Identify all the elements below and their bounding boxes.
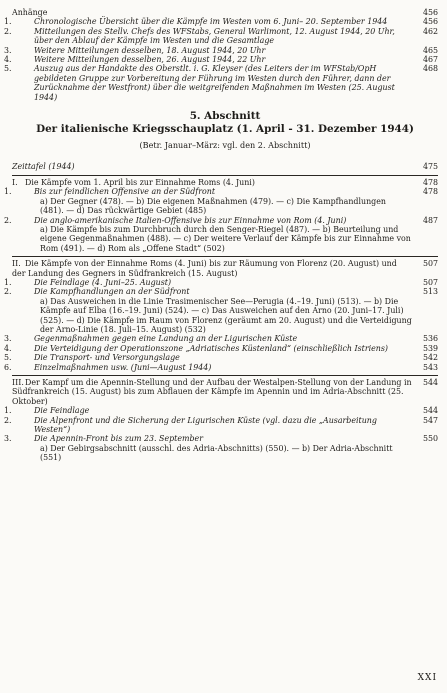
toc-entry — [4, 415, 438, 435]
entry-title: Die Feindlage — [34, 406, 90, 416]
page-ref: 478 — [422, 187, 438, 197]
entry-title: Die Apennin-Front bis zum 23. September — [34, 434, 204, 444]
entry-number: 3. — [4, 434, 12, 444]
entry-number: 2. — [4, 287, 12, 297]
entry-number: 4. — [4, 343, 12, 353]
entry-title: Weitere Mitteilungen desselben, 18. August 1944, 20 Uhr — [34, 45, 266, 55]
page-number: XXI — [417, 672, 437, 683]
entry-number: 3. — [4, 45, 12, 55]
entry-number: 2. — [4, 415, 12, 425]
page-ref: 543 — [422, 362, 438, 372]
page-ref: 542 — [422, 353, 438, 363]
entry-number: 1. — [4, 277, 12, 287]
entry-number: 3. — [4, 334, 12, 344]
toc-entry — [4, 434, 438, 444]
toc-entry — [4, 17, 438, 27]
toc-entry-zeittafel — [12, 162, 438, 171]
entry-number: 6. — [4, 362, 12, 372]
entry-subitems: a) Der Gebirgsabschnitt (ausschl. des Adria-Abschnitts) (550). — b) Der Adria-Abschnitt (551) — [40, 443, 393, 463]
toc-part — [12, 378, 438, 406]
entry-number: 1. — [4, 406, 12, 416]
page-ref: 550 — [422, 434, 438, 444]
page-ref: 478 — [422, 177, 438, 187]
divider — [12, 256, 438, 257]
toc-entry — [4, 343, 438, 353]
part-number: I. — [12, 177, 18, 187]
entry-title: Zeittafel (1944) — [12, 162, 75, 172]
entry-title: Die Alpenfront und die Sicherung der Ligurischen Küste (vgl. dazu die „Ausarbeitung Westen“) — [34, 415, 377, 435]
part-title: Die Kämpfe vom 1. April bis zur Einnahme Roms (4. Juni) — [25, 177, 255, 187]
entry-number: 2. — [4, 26, 12, 36]
toc-entry — [4, 64, 438, 102]
entry-subitems: a) Der Gegner (478). — b) Die eigenen Maßnahmen (479). — c) Die Kampfhandlungen (481). — d) Das rückwärtige Gebiet (485) — [40, 196, 386, 216]
toc-entry — [4, 287, 438, 297]
entry-title: Auszug aus der Handakte des Oberstlt. i. G. Kleyser (des Leiters der im WFStab/OpH gebildeten Gruppe zur Vorbereitung der Führung im Westen durch den Führer, dann der Zurücknahme der Westfront) über die weitgreifenden Maßnahmen im Westen (25. August 1944) — [34, 64, 395, 102]
page-ref: 462 — [422, 26, 438, 36]
toc-entry — [4, 26, 438, 46]
entry-number: 1. — [4, 17, 12, 27]
toc-entry — [4, 45, 438, 55]
entry-title: Die Feindlage (4. Juni–25. August) — [34, 277, 172, 287]
entry-number: 4. — [4, 55, 12, 65]
entry-title: Die Transport- und Versorgungslage — [34, 353, 180, 363]
page-ref: 456 — [422, 8, 438, 17]
page-ref: 544 — [422, 378, 438, 387]
page-ref: 467 — [422, 55, 438, 65]
divider — [12, 375, 438, 376]
part-number: II. — [12, 259, 21, 269]
entry-title: Die anglo-amerikanische Italien-Offensive bis zur Einnahme von Rom (4. Juni) — [34, 215, 347, 225]
toc-entry-anhaenge — [12, 8, 438, 17]
entry-title: Chronologische Übersicht über die Kämpfe im Westen vom 6. Juni– 20. September 1944 — [34, 17, 388, 27]
page-ref: 539 — [422, 343, 438, 353]
entry-title: Einzelmaßnahmen usw. (Juni—August 1944) — [34, 362, 212, 372]
page-ref: 456 — [422, 17, 438, 27]
toc-entry — [4, 55, 438, 65]
toc-entry — [4, 353, 438, 363]
toc-entry — [4, 187, 438, 197]
toc-part — [12, 259, 438, 278]
entry-title: Die Kampfhandlungen an der Südfront — [34, 287, 190, 297]
part-number: III. — [12, 378, 24, 387]
page-ref: 475 — [422, 162, 438, 172]
page-ref: 507 — [422, 277, 438, 287]
page-ref: 507 — [422, 259, 438, 269]
entry-number: 5. — [4, 64, 12, 74]
section-number: 5. Abschnitt — [189, 110, 261, 123]
entry-number: 2. — [4, 215, 12, 225]
page-ref: 468 — [422, 64, 438, 74]
page-ref: 487 — [422, 215, 438, 225]
toc-entry — [4, 362, 438, 372]
entry-subitems: a) Die Kämpfe bis zum Durchbruch durch den Senger-Riegel (487). — b) Beurteilung und eigene Gegenmaßnahmen (488). — c) Der weitere Verlauf der Kämpfe bis zur Einnahme von Rom (491). — d) Rom als „Offene Stadt“ (502) — [40, 224, 411, 253]
page-ref: 547 — [422, 415, 438, 425]
part-title: Der Kampf um die Apennin-Stellung und der Aufbau der Westalpen-Stellung von der Landung in Südfrankreich (15. August) bis zum Abflauen der Kämpfe im Apennin und im Adria-Abschnitt (25. Oktober) — [12, 378, 412, 406]
toc-entry — [4, 406, 438, 416]
toc-entry-label: Anhänge — [12, 8, 48, 17]
entry-title: Weitere Mitteilungen desselben, 26. August 1944, 22 Uhr — [34, 55, 266, 65]
entry-subitems: a) Das Ausweichen in die Linie Trasimenischer See—Perugia (4.–19. Juni) (513). — b) Die Kämpfe auf Elba (16.–19. Juni) (524). — c) Das Ausweichen auf den Arno (20. Juni–17. Juli) (525). — d) Die Kämpfe im Raum von Florenz (geräumt am 20. August) und die Verteidigung der Arno-Linie (18. Juli–15. August) (532) — [40, 296, 412, 334]
toc-entry — [4, 277, 438, 287]
toc-part — [12, 178, 438, 187]
toc-entry — [4, 334, 438, 344]
page-ref: 536 — [422, 334, 438, 344]
entry-title: Die Verteidigung der Operationszone „Adriatisches Küstenland“ (einschließlich Istriens) — [34, 343, 389, 353]
entry-title: Mitteilungen des Stellv. Chefs des WFStabs, General Warlimont, 12. August 1944, 20 Uhr, über den Ablauf der Kämpfe im Westen und die Gesamtlage — [34, 26, 395, 46]
section-subtitle: (Betr. Januar–März: vgl. den 2. Abschnitt) — [139, 140, 311, 151]
toc-page — [4, 8, 438, 463]
entry-title: Bis zur feindlichen Offensive an der Südfront — [34, 187, 216, 197]
entry-title: Gegenmaßnahmen gegen eine Landung an der Ligurischen Küste — [34, 334, 298, 344]
page-ref: 465 — [422, 45, 438, 55]
page-ref: 513 — [422, 287, 438, 297]
part-title: Die Kämpfe von der Einnahme Roms (4. Juni) bis zur Räumung von Florenz (20. August) und der Landung des Gegners in Südfrankreich (15. August) — [12, 259, 397, 278]
divider — [12, 175, 438, 176]
toc-entry — [4, 215, 438, 225]
page-ref: 544 — [422, 406, 438, 416]
entry-number: 5. — [4, 353, 12, 363]
entry-number: 1. — [4, 187, 12, 197]
section-title: Der italienische Kriegsschauplatz (1. April - 31. Dezember 1944) — [36, 123, 414, 136]
